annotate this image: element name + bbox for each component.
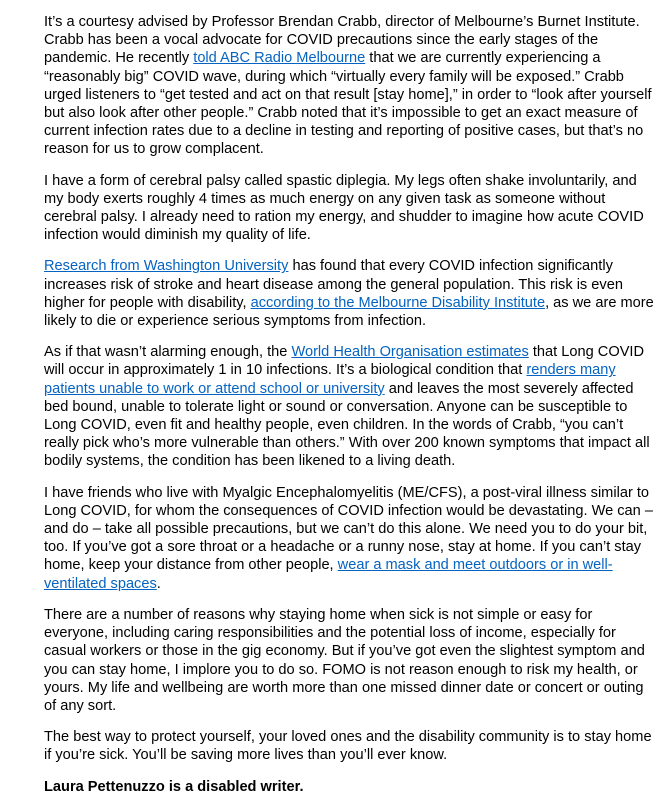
paragraph-text: has found that every COVID infection significantly increases risk of stroke and heart disease among the general population. This risk is even higher for people with disability, — [44, 258, 623, 311]
paragraph-text: The best way to protect yourself, your loved ones and the disability community is to stay home if you’re sick. You’ll be saving more lives than you’ll ever know. — [44, 729, 652, 764]
link-unable-to-work[interactable]: renders many patients unable to work or attend school or university — [44, 362, 616, 397]
paragraph-text: . — [156, 575, 161, 592]
paragraph-conclusion — [44, 728, 654, 764]
paragraph-long-covid — [44, 343, 654, 470]
link-washington-university-research[interactable]: Research from Washington University — [44, 258, 289, 275]
paragraph-text: , as we are more likely to die or experience serious symptoms from infection. — [44, 294, 654, 330]
author-byline: Laura Pettenuzzo is a disabled writer. — [44, 778, 304, 795]
paragraph-text: I have friends who live with Myalgic Encephalomyelitis (ME/CFS), a post-viral illness similar to Long COVID, for whom the consequences of COVID infection would be devastating. We can – and do – take all possible precautions, but we can’t do this alone. We need you to do your bit, too. If you’ve got a sore throat or a headache or a runny nose, stay at home. If you can’t stay home, keep your distance from other people, — [44, 484, 653, 574]
paragraph-text: and leaves the most severely affected bed bound, unable to tolerate light or sound or conversation. Anyone can be susceptible to Long COVID, even fit and healthy people, even children. In the words of Crabb, “you can’t really pick who’s more vulnerable than others.” With over 200 known symptoms that impact all bodily systems, the condition has been likened to a living death. — [44, 380, 650, 470]
paragraph-text: As if that wasn’t alarming enough, the — [44, 344, 292, 361]
link-who-estimates[interactable]: World Health Organisation estimates — [291, 344, 529, 361]
paragraph-text: I have a form of cerebral palsy called spastic diplegia. My legs often shake involuntarily, and my body exerts roughly 4 times as much energy on any given task as someone without cerebral palsy. I already need to ration my energy, and shudder to imagine how acute COVID infection would diminish my quality of life. — [44, 172, 644, 244]
paragraph-cerebral-palsy — [44, 172, 654, 245]
article-body — [44, 13, 654, 809]
link-wear-a-mask[interactable]: wear a mask and meet outdoors or in well-ventilated spaces — [44, 557, 613, 592]
paragraph-staying-home — [44, 606, 654, 715]
paragraph-text: It’s a courtesy advised by Professor Brendan Crabb, director of Melbourne’s Burnet Institute. Crabb has been a vocal advocate for COVID precautions since the early stages of the pandemic. He recently — [44, 14, 640, 67]
paragraph-me-cfs — [44, 484, 654, 593]
paragraph-research — [44, 257, 654, 330]
paragraph-text: that Long COVID will occur in approximately 1 in 10 infections. It’s a biological condition that — [44, 344, 645, 379]
link-melbourne-disability-institute[interactable]: according to the Melbourne Disability Institute — [250, 294, 546, 311]
paragraph-text: There are a number of reasons why staying home when sick is not simple or easy for everyone, including caring responsibilities and the potential loss of income, especially for casual workers or those in the gig economy. But if you’ve got even the slightest symptom and you can stay home, I implore you to do so. FOMO is not reason enough to risk my health, or yours. My life and wellbeing are worth more than one missed dinner date or concert or outing of any sort. — [44, 606, 645, 714]
link-abc-radio-melbourne[interactable]: told ABC Radio Melbourne — [193, 50, 366, 67]
paragraph-brendan-crabb — [44, 13, 654, 159]
paragraph-text: that we are currently experiencing a “reasonably big” COVID wave, during which “virtually every family will be exposed.” Crabb urged listeners to “get tested and act on that result [stay home],” in order to “look after yourself but also look after other people.” Crabb noted that it’s impossible to get an exact measure of current infection rates due to a decline in testing and reporting of positive cases, but that’s no reason for us to grow complacent. — [44, 50, 652, 158]
